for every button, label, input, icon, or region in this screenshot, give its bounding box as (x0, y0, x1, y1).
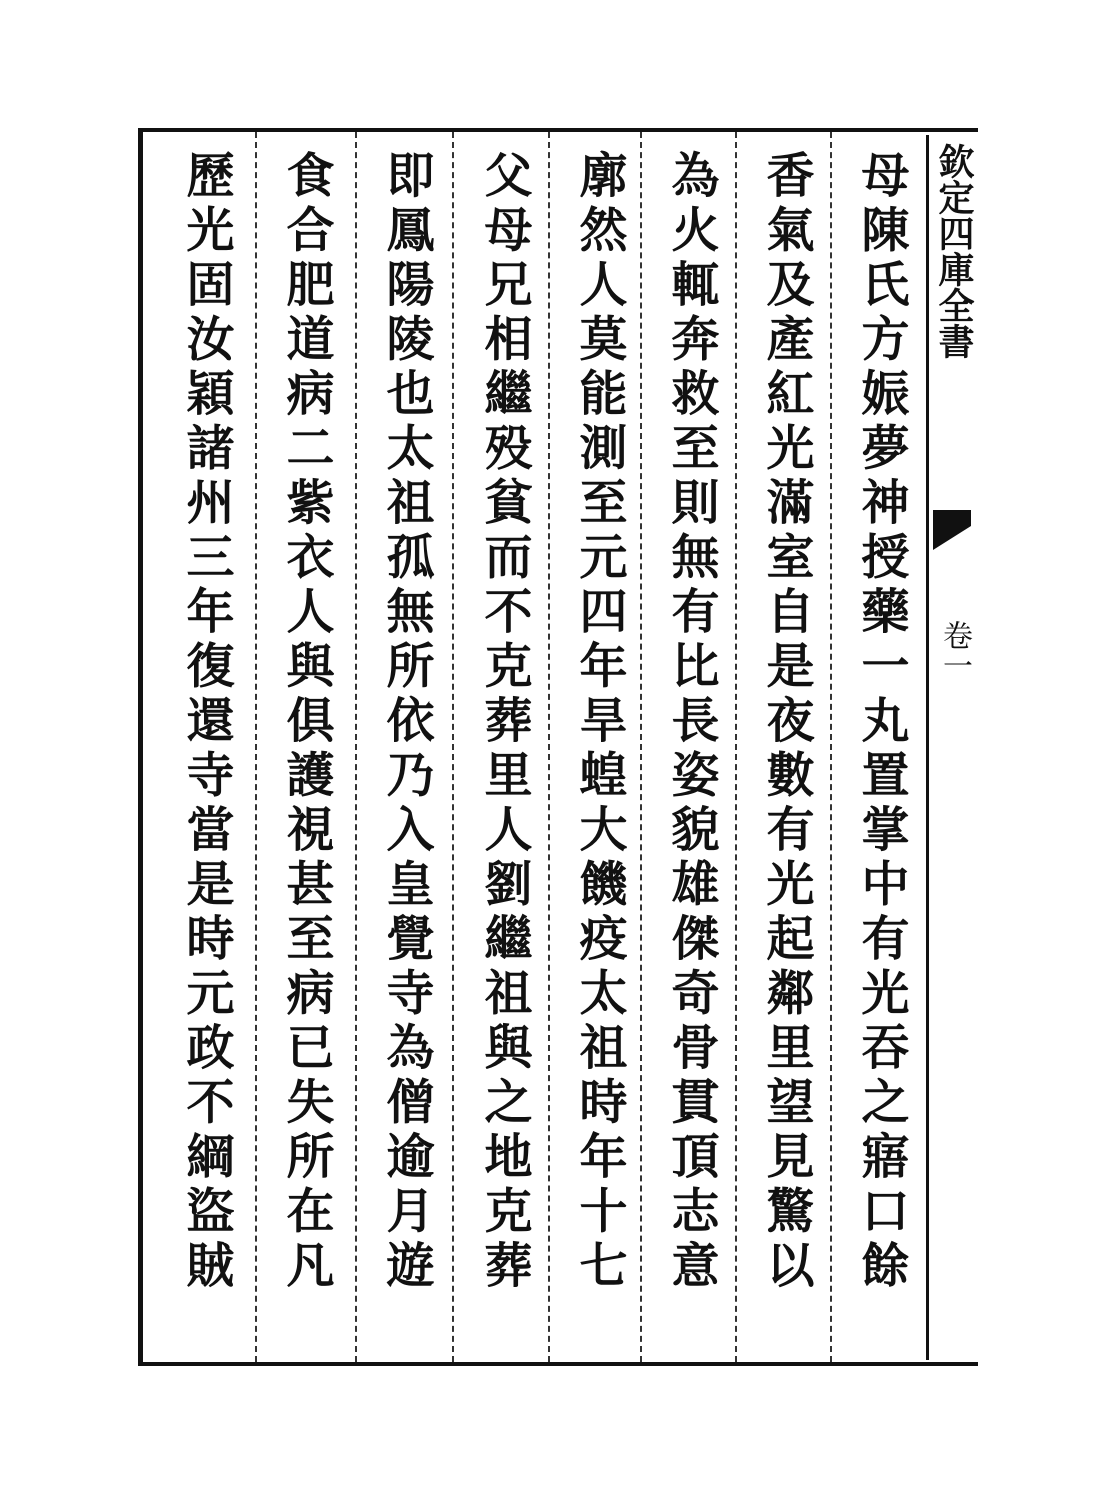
text-column-2: 香氣及產紅光滿室自是夜數有光起鄰里望見驚以 (758, 150, 814, 1295)
text-column-3: 為火輒奔救至則無有比長姿貌雄傑奇骨貫頂志意 (663, 150, 719, 1295)
page-margin-column (926, 135, 979, 1360)
text-column-4: 廓然人莫能測至元四年旱蝗大饑疫太祖時年十七 (571, 150, 627, 1295)
fish-tail-mark-icon (933, 510, 971, 550)
text-column-7: 食合肥道病二紫衣人與俱護視甚至病已失所在凡 (278, 150, 334, 1295)
column-divider (255, 132, 257, 1362)
text-column-1: 母陳氏方娠夢神授藥一丸置掌中有光吞之寤口餘 (853, 150, 909, 1295)
volume-label: 卷一 (937, 620, 972, 680)
column-divider (355, 132, 357, 1362)
book-title: 欽定四庫全書 (933, 143, 975, 359)
text-column-8: 歷光固汝穎諸州三年復還寺當是時元政不綱盜賊 (178, 150, 234, 1295)
text-column-6: 即鳳陽陵也太祖孤無所依乃入皇覺寺為僧逾月遊 (378, 150, 434, 1295)
text-column-5: 父母兄相繼殁貧而不克葬里人劉繼祖與之地克葬 (476, 150, 532, 1295)
